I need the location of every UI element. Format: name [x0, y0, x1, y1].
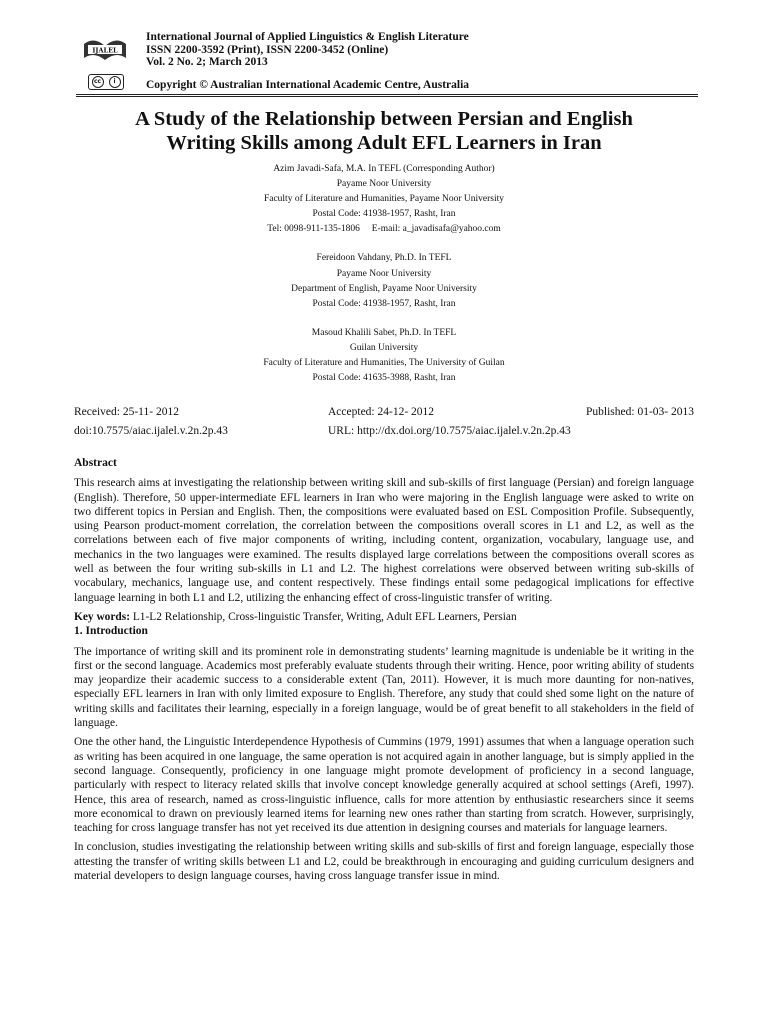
- logo-text: IJALEL: [92, 46, 118, 55]
- title-line-1: A Study of the Relationship between Persian and English: [135, 108, 633, 130]
- paper-body: [74, 456, 694, 888]
- author-line: Masoud Khalili Sabet, Ph.D. In TEFL: [311, 327, 457, 338]
- intro-paragraph-2: One the other hand, the Linguistic Interdependence Hypothesis of Cummins (1979, 1991) assumes that when a language operation such as writing has been acquired in one language, the same operation is not acquired again in another language, but is simply applied in the second language. Consequently, proficiency in one language might promote development of proficiency in a second language, particularly with respect to literacy related skills that involve concept knowledge generally acquired at school settings (Arefi, 1997). Hence, this area of research, named as cross-linguistic influence, calls for more attention by enthusiastic researchers since it seems more economical to drawn on previously learned items for learning new ones rather than starting from scratch. However, surprisingly, teaching for cross language transfer has not yet received its due attention in designing courses and materials for language learners.: [74, 736, 694, 835]
- journal-logo-icon: [82, 34, 128, 64]
- header-rule-top: [76, 94, 698, 95]
- copyright-line: Copyright © Australian International Academic Centre, Australia: [146, 79, 470, 91]
- accepted-date: Accepted: 24-12- 2012: [328, 406, 435, 418]
- journal-issn: ISSN 2200-3592 (Print), ISSN 2200-3452 (Online): [146, 43, 389, 56]
- author-line: Postal Code: 41938-1957, Rasht, Iran: [312, 298, 456, 309]
- author-line: Guilan University: [349, 342, 419, 353]
- author-line: Postal Code: 41635-3988, Rasht, Iran: [312, 373, 456, 384]
- keywords: [74, 610, 694, 624]
- keywords-label: Key words:: [74, 610, 130, 623]
- introduction-heading: 1. Introduction: [74, 625, 148, 638]
- author-block-3: [60, 326, 708, 386]
- doi-text: doi:10.7575/aiac.ijalel.v.2n.2p.43: [74, 425, 228, 437]
- publication-dates: [74, 403, 694, 441]
- intro-paragraph-3: In conclusion, studies investigating the relationship between writing skills and sub-skills of first and foreign language, especially those attesting the transfer of writing skills between L1 and L2, could be breakthrough in encouraging and guiding curriculum designers and material developers to design language courses, having cross language transfer issue in mind.: [74, 841, 694, 883]
- paper-title: [60, 107, 708, 155]
- journal-info: [146, 31, 469, 69]
- author-line: Faculty of Literature and Humanities, The University of Guilan: [263, 358, 505, 369]
- author-line: Fereidoon Vahdany, Ph.D. In TEFL: [316, 253, 452, 264]
- author-line: Azim Javadi-Safa, M.A. In TEFL (Corresponding Author): [273, 164, 495, 174]
- author-line: Payame Noor University: [336, 268, 432, 279]
- header-rule-bottom: [76, 96, 698, 97]
- journal-header: [80, 30, 700, 96]
- author-line: Postal Code: 41938-1957, Rasht, Iran: [312, 209, 456, 220]
- author-list: [60, 162, 708, 400]
- journal-volume: Vol. 2 No. 2; March 2013: [146, 56, 268, 68]
- abstract-heading: Abstract: [74, 457, 117, 469]
- published-date: Published: 01-03- 2013: [586, 406, 694, 418]
- author-line: Faculty of Literature and Humanities, Payame Noor University: [263, 194, 505, 205]
- license-badge-icon: cc i: [88, 74, 124, 90]
- author-line: Payame Noor University: [336, 179, 432, 190]
- journal-name: International Journal of Applied Linguistics & English Literature: [146, 31, 469, 43]
- license-text: cc: [92, 76, 104, 88]
- received-date: Received: 25-11- 2012: [74, 406, 179, 418]
- keywords-text: L1-L2 Relationship, Cross-linguistic Transfer, Writing, Adult EFL Learners, Persian: [130, 610, 517, 623]
- title-line-2: Writing Skills among Adult EFL Learners in Iran: [166, 132, 602, 154]
- author-line: Department of English, Payame Noor University: [291, 283, 477, 294]
- author-block-2: [60, 251, 708, 311]
- author-contact: Tel: 0098-911-135-1806 E-mail: a_javadisafa@yahoo.com: [267, 224, 501, 235]
- url-link[interactable]: URL: http://dx.doi.org/10.7575/aiac.ijalel.v.2n.2p.43: [328, 425, 571, 437]
- intro-paragraph-1: The importance of writing skill and its prominent role in demonstrating students’ learning magnitude is undeniable be it writing in the first or the second language. Academics most preferably evaluate students through their writing. Hence, poor writing ability of students may jeopardize their academic success to a considerable extent (Tan, 2011). However, it is much more daunting for non-natives, especially EFL learners in Iran with only limited exposure to English. Therefore, any study that could shed some light on the nature of writing skills and facilitates their learning, especially in a foreign language, would be of great benefit to all stakeholders in the field of language.: [74, 645, 694, 730]
- abstract-text: This research aims at investigating the relationship between writing skill and sub-skills of first language (Persian) and foreign language (English). Therefore, 50 upper-intermediate EFL learners in Iran who were majoring in the English language were asked to write on two different topics in Persian and English. Then, the compositions were evaluated based on ESL Composition Profile. Subsequently, using Pearson product-moment correlation, the correlation between the compositions overall scores in L1 and L2, as well as the correlations between each of five major components of writing, including content, organization, vocabulary, language use, and mechanics in the two languages were examined. The results displayed large correlations between the compositions overall scores as well as between the four writing sub-skills in L1 and L2. The highest correlations were observed between writing sub-skills of vocabulary, mechanics, language use, and content respectively. These findings entail some pedagogical implications for effective language learning in both L1 and L2, utilizing the enhancing effect of cross-linguistic transfer of writing.: [74, 477, 694, 604]
- author-block-1: [60, 162, 708, 237]
